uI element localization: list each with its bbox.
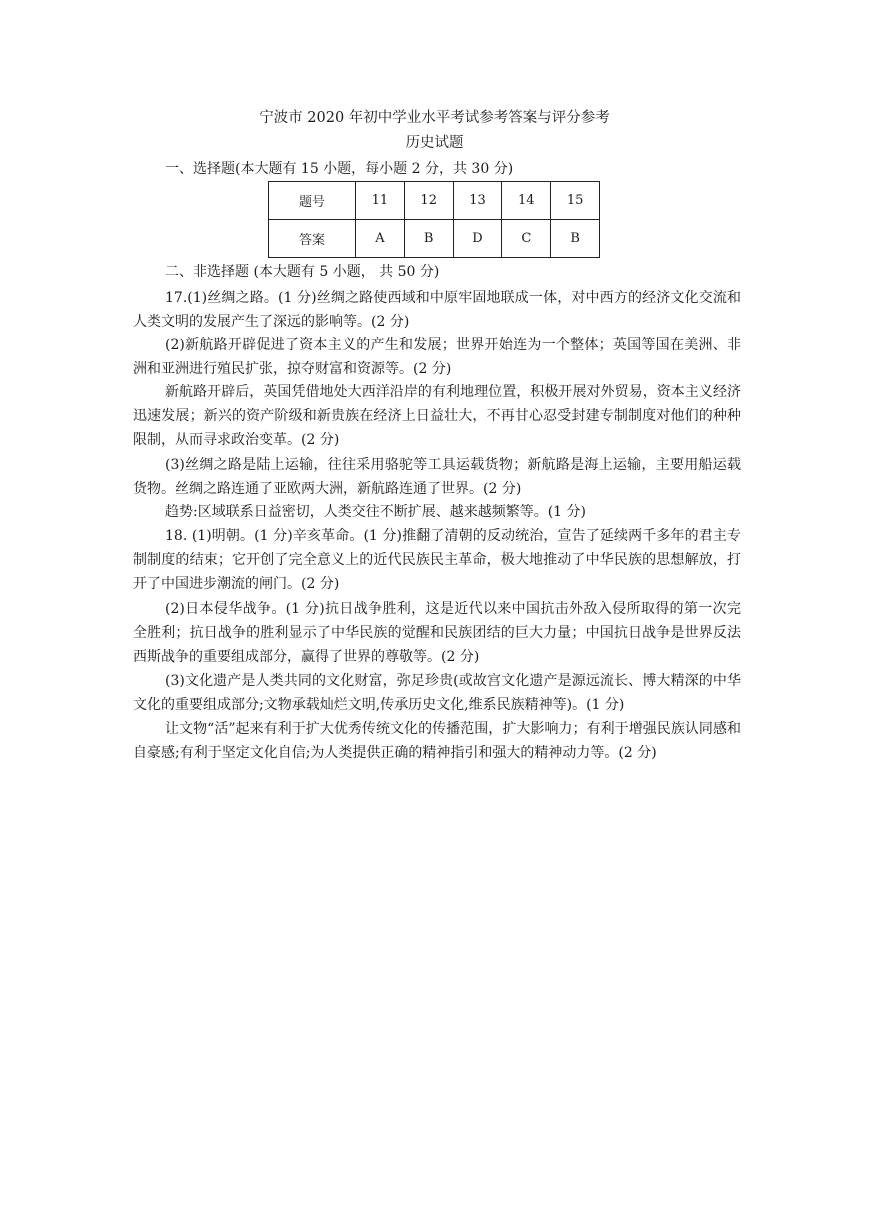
row-label-answer: 答案 [269,220,356,258]
question-number: 11 [356,182,405,220]
question-number: 14 [502,182,551,220]
table-row [269,182,600,220]
answer-paragraph: 趋势:区域联系日益密切，人类交往不断扩展、越来越频繁等。(1 分) [165,504,586,520]
table-row [269,220,600,258]
answer-paragraph: 新航路开辟后，英国凭借地处大西洋沿岸的有利地理位置，积极开展对外贸易，资本主义经济迅速发展；新兴的资产阶级和新贵族在经济上日益壮大，不再甘心忍受封建专制制度对他们的种种限制，从而寻求政治变革。(2 分) [133,384,741,448]
answer-cell: A [356,220,405,258]
question-number: 13 [453,182,502,220]
answer-paragraph: (3)丝绸之路是陆上运输，往往采用骆驼等工具运载货物；新航路是海上运输，主要用船运载货物。丝绸之路连通了亚欧两大洲，新航路连通了世界。(2 分) [133,457,741,497]
answer-paragraph: 让文物“活”起来有利于扩大优秀传统文化的传播范围，扩大影响力；有利于增强民族认同感和自豪感;有利于坚定文化自信;为人类提供正确的精神指引和强大的精神动力等。(2 分) [133,721,741,761]
question-number: 15 [551,182,600,220]
answer-paragraph: 17.(1)丝绸之路。(1 分)丝绸之路使西域和中原牢固地联成一体，对中西方的经济文化交流和人类文明的发展产生了深远的影响等。(2 分) [133,290,741,330]
answer-paragraph: (2)日本侵华战争。(1 分)抗日战争胜利，这是近代以来中国抗击外敌入侵所取得的第一次完全胜利；抗日战争的胜利显示了中华民族的觉醒和民族团结的巨大力量；中国抗日战争是世界反法西斯战争的重要组成部分，赢得了世界的尊敬等。(2 分) [133,601,741,665]
section-heading-choice: 一、选择题(本大题有 15 小题，每小题 2 分，共 30 分) [165,161,514,177]
answer-cell: B [551,220,600,258]
page-title: 宁波市 2020 年初中学业水平考试参考答案与评分参考 [259,110,610,126]
section-heading-non-choice: 二、非选择题 (本大题有 5 小题， 共 50 分) [165,264,440,280]
answer-cell: C [502,220,551,258]
answer-table [268,181,600,258]
answer-paragraph: (2)新航路开辟促进了资本主义的产生和发展；世界开始连为一个整体；英国等国在美洲、非洲和亚洲进行殖民扩张，掠夺财富和资源等。(2 分) [133,337,741,377]
row-label-number: 题号 [269,182,356,220]
answer-paragraph: (3)文化遗产是人类共同的文化财富，弥足珍贵(或故宫文化遗产是源远流长、博大精深的中华文化的重要组成部分;文物承载灿烂文明,传承历史文化,维系民族精神等)。(1 分) [133,673,741,713]
question-number: 12 [404,182,453,220]
answer-cell: B [404,220,453,258]
page-subtitle: 历史试题 [405,135,464,151]
answer-paragraph: 18. (1)明朝。(1 分)辛亥革命。(1 分)推翻了清朝的反动统治，宣告了延续两千多年的君主专制制度的结束；它开创了完全意义上的近代民族民主革命，极大地推动了中华民族的思想解放，打开了中国进步潮流的闸门。(2 分) [133,528,741,592]
answer-cell: D [453,220,502,258]
